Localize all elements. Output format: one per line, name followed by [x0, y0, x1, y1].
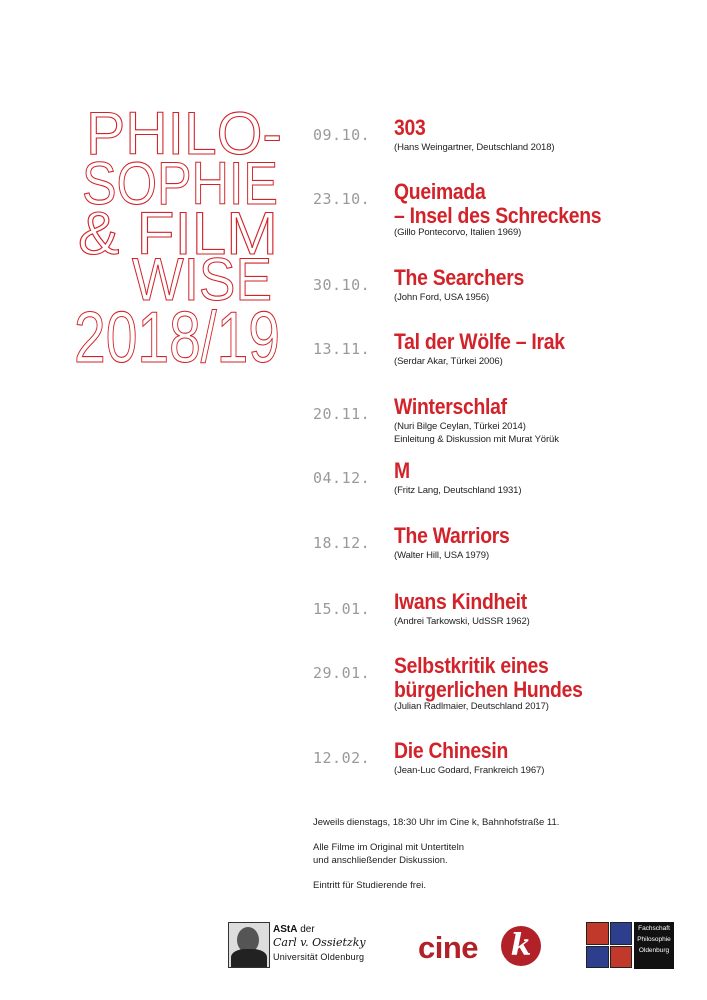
cine-k-logo: [418, 924, 542, 968]
cine-wordmark: cine: [418, 930, 479, 965]
film-credits: (Hans Weingartner, Deutschland 2018): [394, 142, 555, 153]
admission-note: Eintritt für Studierende frei.: [313, 880, 426, 891]
film-credits: (Serdar Akar, Türkei 2006): [394, 356, 503, 367]
event-note: Einleitung & Diskussion mit Murat Yörük: [394, 434, 559, 445]
asta-name: AStA der: [273, 924, 315, 935]
philosopher-faces-icon: [586, 922, 632, 968]
screening-date: 15.01.: [313, 600, 371, 618]
film-title: Winterschlaf: [394, 394, 507, 419]
screening-date: 30.10.: [313, 276, 371, 294]
screening-date: 13.11.: [313, 340, 371, 358]
title-line-3: & FILM: [78, 200, 278, 267]
screening-date: 29.01.: [313, 664, 371, 682]
cine-k-icon: k: [501, 926, 541, 966]
film-title: 303: [394, 115, 426, 140]
film-credits: (Julian Radlmaier, Deutschland 2017): [394, 701, 549, 712]
title-line-4: WISE: [132, 246, 272, 313]
film-credits: (Andrei Tarkowski, UdSSR 1962): [394, 616, 530, 627]
poster-title: [72, 104, 284, 374]
fachschaft-logo: [586, 922, 674, 970]
title-line-2: SOPHIE: [82, 150, 278, 217]
screening-date: 12.02.: [313, 749, 371, 767]
film-title: Selbstkritik eines bürgerlichen Hundes: [394, 653, 583, 702]
film-credits: (Fritz Lang, Deutschland 1931): [394, 485, 522, 496]
event-notes: [313, 816, 673, 904]
portrait-icon: [228, 922, 270, 968]
film-credits: (John Ford, USA 1956): [394, 292, 490, 303]
title-line-1: PHILO-: [86, 104, 282, 167]
film-credits: (Walter Hill, USA 1979): [394, 550, 490, 561]
title-line-5: 2018/19: [74, 298, 280, 374]
film-title: M: [394, 458, 410, 483]
film-credits: (Jean-Luc Godard, Frankreich 1967): [394, 765, 545, 776]
schedule-note: Jeweils dienstags, 18:30 Uhr im Cine k, Bahnhofstraße 11.: [313, 817, 560, 828]
screening-date: 23.10.: [313, 190, 371, 208]
subtitles-note: Alle Filme im Original mit Untertiteln und anschließender Diskussion.: [313, 842, 464, 866]
film-title: Queimada – Insel des Schreckens: [394, 179, 602, 228]
fachschaft-name: Fachschaft Philosophie Oldenburg: [634, 922, 674, 969]
film-credits: (Nuri Bilge Ceylan, Türkei 2014): [394, 421, 526, 432]
screening-date: 20.11.: [313, 405, 371, 423]
screening-date: 09.10.: [313, 126, 371, 144]
screening-date: 04.12.: [313, 469, 371, 487]
film-credits: (Gillo Pontecorvo, Italien 1969): [394, 227, 522, 238]
film-title: Tal der Wölfe – Irak: [394, 329, 565, 354]
film-title: Die Chinesin: [394, 738, 509, 763]
asta-university: Universität Oldenburg: [273, 952, 365, 962]
asta-logo: [228, 922, 368, 970]
asta-signature: Carl v. Ossietzky: [273, 936, 366, 949]
film-title: Iwans Kindheit: [394, 589, 527, 614]
film-title: The Warriors: [394, 523, 510, 548]
screening-date: 18.12.: [313, 534, 371, 552]
film-title: The Searchers: [394, 265, 525, 290]
